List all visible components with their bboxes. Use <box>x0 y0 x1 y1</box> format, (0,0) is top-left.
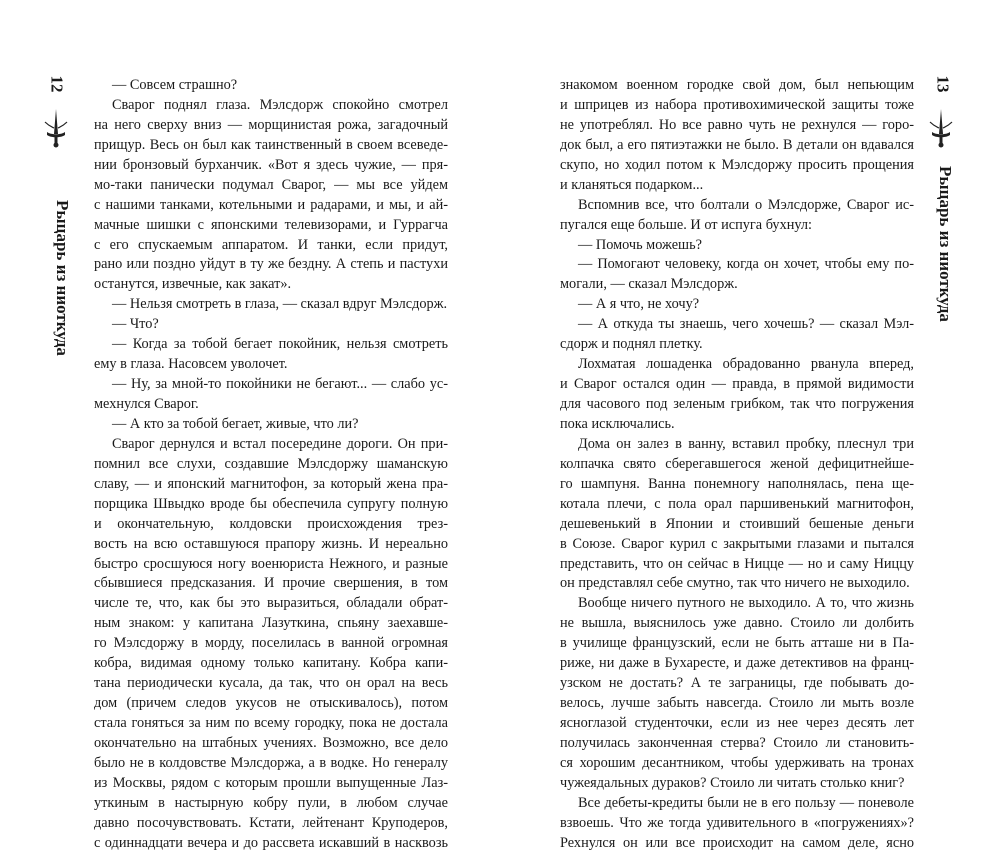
text-line: ясноглазой студенточки, если из нее через десять лет <box>560 715 914 731</box>
text-line: ему в глаза. Насовсем уволочет. <box>94 356 288 373</box>
text-line: окончательно на штабных учениях. Возможно, все дело <box>94 734 448 751</box>
text-line: — А я что, не хочу? <box>578 296 700 313</box>
text-line: кобра, видимая одному только капитану. Кобра капи- <box>94 655 448 672</box>
text-line: знакомом военном городке свой дом, был непьющим <box>560 77 914 93</box>
text-line: с одиннадцати вечера и до рассвета искавший в насквозь <box>94 834 448 851</box>
text-line: в Союзе. Сварог курил с закрытыми глазами и пытался <box>560 535 914 552</box>
text-line: чужеядальных дураков? Стоило ли читать столько книг? <box>560 774 905 791</box>
text-line: вость на всю оставшуюся прапору жизнь. И нереально <box>94 535 448 552</box>
text-line: — А кто за тобой бегает, живые, что ли? <box>112 415 359 432</box>
text-line: док был, а его пятиэтажки не было. В детали он вдавался <box>560 136 914 153</box>
text-line: стала гоняться за ним по всему городку, пока не достала <box>94 715 448 731</box>
text-line: нии бронзовый бурханчик. «Вот я здесь чужие, — пря- <box>94 156 448 173</box>
running-title: Рыцарь из ниоткуда <box>53 200 72 356</box>
text-line: узском не достать? А те заграницы, где побывать до- <box>560 675 914 692</box>
text-line: могали, — сказал Мэлсдорж. <box>560 276 738 293</box>
text-line: ся хорошим десантником, чтобы удерживать на тронах <box>560 754 914 771</box>
text-line: — Совсем страшно? <box>112 77 238 93</box>
text-line: уткиным в настырную кобру пули, в любом случае <box>94 794 448 811</box>
text-line: давно посочувствовать. Кстати, лейтенант Круподеров, <box>94 814 448 831</box>
text-line: помнил все слухи, создавшие Мэлсдоржу шаманскую <box>94 455 448 472</box>
text-line: мо-таки панически подумал Сварог, — мы все уйдем <box>94 176 448 193</box>
text-line: сдорж и поднял плетку. <box>560 336 703 353</box>
text-line: — Что? <box>112 316 159 333</box>
text-line: го шампуня. Ванна понемногу наполнялась, пена ще- <box>560 475 914 492</box>
text-line: — Ну, за мной-то покойники не бегают... — слабо ус- <box>112 376 448 393</box>
text-line: сбывшиеся предсказания. И прочие свершения, в том <box>94 575 448 592</box>
right-page <box>500 0 1000 851</box>
text-line: дом (причем следов укусов не отыскивалось), потом <box>94 695 448 712</box>
text-line: — Нельзя смотреть в глаза, — сказал вдруг Мэлсдорж. <box>112 296 448 313</box>
text-line: Вообще ничего путного не выходило. А то, что жизнь <box>578 595 914 612</box>
text-line: Рехнулся он или все происходит на самом деле, ясно <box>560 834 914 851</box>
text-line: с его спускаемым аппаратом. И танки, если придут, <box>94 236 448 253</box>
body-text <box>560 76 914 854</box>
text-line: Дома он залез в ванну, вставил пробку, плеснул три <box>578 435 914 452</box>
text-line: Сварог дернулся и встал посередине дороги. Он при- <box>112 435 448 452</box>
text-line: на него сверху вниз — морщинистая рожа, загадочный <box>94 116 448 133</box>
text-line: скупо, но ходил потом к Мэлсдоржу просить прощения <box>560 156 914 173</box>
text-line: быстро сросшуюся ногу военюриста Нежного, и разные <box>94 555 448 572</box>
text-line: и шприцев из набора противохимической защиты тоже <box>560 96 914 113</box>
text-line: котала плечи, с пола орал паршивенький магнитофон, <box>560 495 914 512</box>
text-line: тана периодически кусала, да так, что он орал на весь <box>94 675 448 692</box>
text-line: Лохматая лошаденка обрадованно рванула вперед, <box>578 356 914 373</box>
body-text <box>94 76 448 854</box>
text-line: получилась законченная стерва? Стоило ли становить- <box>560 734 914 751</box>
text-line: — Помогают человеку, когда он хочет, чтобы ему по- <box>578 256 914 273</box>
text-line: мачные шишки с японскими телевизорами, и Гуррагча <box>94 216 448 233</box>
text-line: — Когда за тобой бегает покойник, нельзя смотреть <box>112 336 448 353</box>
sword-ornament-icon <box>43 108 69 148</box>
text-line: славу, — и японский магнитофон, за который жена пра- <box>94 475 448 492</box>
text-line: в училище французский, если не быть атташе ни в Па- <box>560 635 914 652</box>
text-line: Вспомнив все, что болтали о Мэлсдорже, Сварог ис- <box>578 196 914 213</box>
text-line: не вышла, выяснилось уже давно. Стоило ли долбить <box>560 615 914 632</box>
text-line: было не в колдовстве Мэлсдоржа, а в водке. Но генералу <box>94 754 448 771</box>
text-line: ным знаком: у капитана Лазуткина, спьяну заехавше- <box>94 615 448 632</box>
left-page <box>0 0 500 851</box>
text-line: рано или поздно уйдут в ту же бездну. А степь и пастухи <box>94 256 448 273</box>
text-line: взвоешь. Что же тогда удивительного в «погружениях»? <box>560 814 914 831</box>
page-number: 12 <box>47 75 67 93</box>
text-line: останутся, извечные, как закат». <box>94 276 292 293</box>
text-line: пугался еще больше. И от испуга бухнул: <box>560 216 812 233</box>
text-line: — А откуда ты знаешь, чего хочешь? — сказал Мэл- <box>578 316 914 333</box>
text-line: он представлял себе смутно, так что ничего не выходило. <box>560 575 910 592</box>
text-line: дешевенький в Японии и стоивший бешеные деньги <box>560 515 914 532</box>
text-line: мехнулся Сварог. <box>94 396 199 412</box>
text-line: и кланяться подарком... <box>560 176 704 193</box>
sword-ornament-icon <box>928 108 954 148</box>
text-line: Все дебеты-кредиты были не в его пользу — поневоле <box>578 794 914 811</box>
text-line: и окончательную, колдовски происхождения трез- <box>94 515 448 532</box>
page-number: 13 <box>933 75 953 93</box>
text-line: колпачка свято сберегавшегося женой дефицитнейше- <box>560 455 914 472</box>
text-line: пока исключались. <box>560 415 675 432</box>
text-line: Сварог поднял глаза. Мэлсдорж спокойно смотрел <box>112 96 448 113</box>
text-line: прищур. Весь он был как таинственный в своем всеведе- <box>94 136 448 153</box>
text-line: порщика Швыдко вроде бы обеспечила супругу полную <box>94 495 448 512</box>
text-line: го Мэлсдоржу в морду, поселилась в ванной огромная <box>94 635 448 652</box>
text-line: и Сварог остался один — правда, в прямой видимости <box>560 376 914 393</box>
text-line: риже, ни даже в Бухаресте, и даже детективов на франц- <box>560 655 914 672</box>
text-line: велось, лучше забыть навсегда. Стоило ли мыть возле <box>560 695 914 712</box>
text-line: для часового под зеленым грибком, так что погружения <box>560 396 914 412</box>
running-title: Рыцарь из ниоткуда <box>936 166 955 322</box>
text-line: из Москвы, рядом с которым прошли выпущенные Лаз- <box>94 774 448 791</box>
text-line: числе те, что, как бы это выразиться, обладали обрат- <box>94 595 448 612</box>
text-line: не употреблял. Но все равно чуть не рехнулся — горо- <box>560 116 914 133</box>
text-line: с нашими танками, котельными и радарами, и мы, и ай- <box>94 196 448 213</box>
text-line: представить, что он сейчас в Ницце — но и саму Ниццу <box>560 555 914 572</box>
text-line: — Помочь можешь? <box>578 236 702 253</box>
